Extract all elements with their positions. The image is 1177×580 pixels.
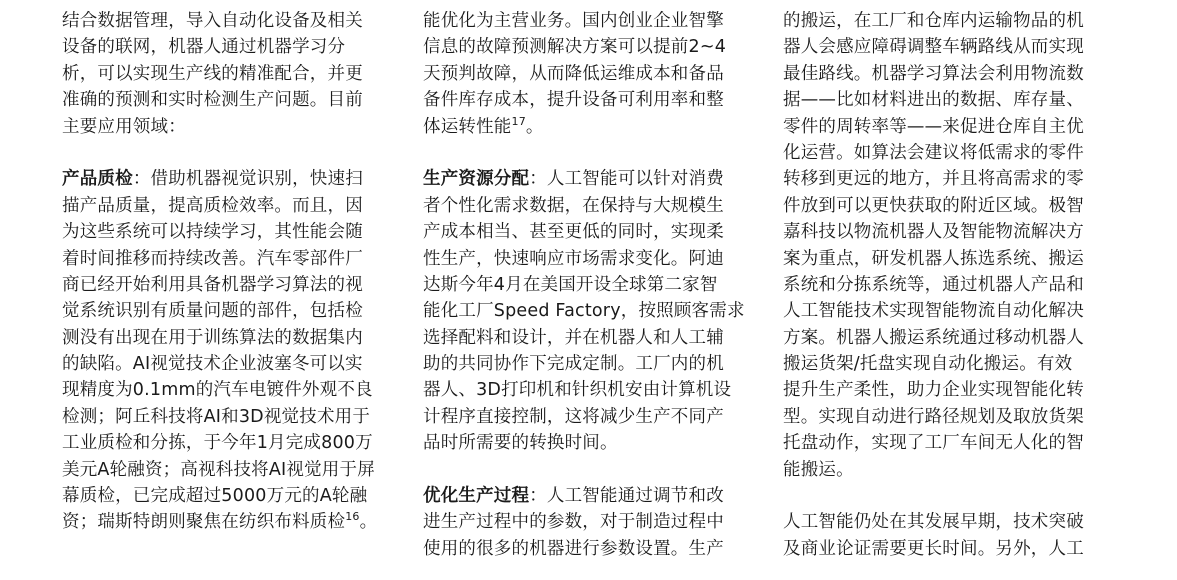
line-text: 觉系统识别有质量问题的部件，包括检 — [62, 301, 363, 322]
text-line — [62, 166, 392, 192]
line-text: 器人、3D打印机和针织机安由计算机设 — [423, 380, 732, 401]
line-text: 人工智能技术实现智能物流自动化解决 — [783, 301, 1084, 322]
section-heading: 产品质检 — [62, 169, 133, 190]
line-text: 件放到可以更快获取的附近区域。极智 — [783, 195, 1084, 216]
line-text: 零件的周转率等——来促进仓库自主优 — [783, 116, 1084, 137]
line-text: 进生产过程中的参数，对于制造过程中 — [423, 512, 724, 533]
text-line — [423, 325, 758, 351]
paragraph — [423, 8, 758, 140]
text-line — [783, 246, 1123, 272]
text-line — [423, 272, 758, 298]
line-text: 产成本相当、甚至更低的同时，实现柔 — [423, 222, 724, 243]
text-line — [783, 457, 1123, 483]
line-text: 工业质检和分拣，于今年1月完成800万 — [62, 433, 373, 454]
line-text: 的搬运，在工厂和仓库内运输物品的机 — [783, 11, 1084, 31]
line-text: 准确的预测和实时检测生产问题。目前 — [62, 90, 363, 111]
line-text: 品时所需要的转换时间。 — [423, 433, 618, 454]
text-line — [62, 377, 392, 403]
line-text: 提升生产柔性，助力企业实现智能化转 — [783, 380, 1084, 401]
text-line — [423, 536, 758, 562]
text-line — [62, 61, 392, 87]
line-text: 助的共同协作下完成定制。工厂内的机 — [423, 354, 724, 375]
text-line — [783, 430, 1123, 456]
text-line — [423, 298, 758, 324]
text-line — [783, 193, 1123, 219]
text-line — [62, 34, 392, 60]
text-line — [423, 246, 758, 272]
line-text-tail: 。 — [359, 512, 378, 533]
line-text: 幕质检，已完成超过5000万元的A轮融 — [62, 486, 368, 507]
paragraph — [423, 166, 758, 456]
line-text: 主要应用领域： — [62, 116, 186, 137]
line-text: 析，可以实现生产线的精准配合，并更 — [62, 63, 363, 84]
line-text: 天预判故障，从而降低运维成本和备品 — [423, 63, 724, 84]
line-text: 测没有出现在用于训练算法的数据集内 — [62, 327, 363, 348]
text-line — [62, 325, 392, 351]
text-line — [783, 298, 1123, 324]
text-column-2 — [423, 8, 758, 580]
text-line — [62, 351, 392, 377]
text-line — [783, 34, 1123, 60]
line-text: 方案。机器人搬运系统通过移动机器人 — [783, 327, 1084, 348]
line-text: 描产品质量，提高质检效率。而且，因 — [62, 195, 363, 216]
text-line — [783, 140, 1123, 166]
text-line — [62, 8, 392, 34]
text-line — [423, 404, 758, 430]
line-text: 嘉科技以物流机器人及智能物流解决方 — [783, 222, 1084, 243]
text-line — [423, 509, 758, 535]
text-line — [62, 404, 392, 430]
line-text: 能化工厂Speed Factory，按照顾客需求 — [423, 301, 745, 322]
text-line — [62, 509, 392, 535]
line-text: 型。实现自动进行路径规划及取放货架 — [783, 406, 1084, 427]
text-line — [783, 404, 1123, 430]
line-text: 为这些系统可以持续学习，其性能会随 — [62, 222, 363, 243]
paragraph — [62, 166, 392, 535]
line-text: 美元A轮融资；高视科技将AI视觉用于屏 — [62, 459, 375, 480]
line-text: 案为重点，研发机器人拣选系统、搬运 — [783, 248, 1084, 269]
section-heading: 生产资源分配 — [423, 169, 530, 190]
text-line — [423, 166, 758, 192]
line-text: ：人工智能可以针对消费 — [529, 169, 724, 190]
text-line — [62, 483, 392, 509]
paragraph — [423, 483, 758, 562]
line-text: 使用的很多的机器进行参数设置。生产 — [423, 538, 724, 559]
line-text: ：人工智能通过调节和改 — [529, 486, 724, 507]
text-line — [783, 325, 1123, 351]
text-line — [423, 61, 758, 87]
line-text: 选择配料和设计，并在机器人和人工辅 — [423, 327, 724, 348]
line-text: 及商业论证需要更长时间。另外，人工 — [783, 538, 1084, 559]
text-line — [783, 351, 1123, 377]
text-line — [783, 509, 1123, 535]
text-line — [783, 114, 1123, 140]
line-text: 备件库存成本，提升设备可利用率和整 — [423, 90, 724, 111]
text-line — [423, 351, 758, 377]
line-text: 器人会感应障碍调整车辆路线从而实现 — [783, 37, 1084, 58]
line-text: 商已经开始利用具备机器学习算法的视 — [62, 274, 363, 295]
text-line — [783, 219, 1123, 245]
text-line — [423, 34, 758, 60]
line-text: 现精度为0.1mm的汽车电镀件外观不良 — [62, 380, 373, 401]
line-text-tail: 。 — [525, 116, 544, 137]
text-line — [62, 298, 392, 324]
paragraph — [783, 8, 1123, 483]
line-text: 结合数据管理，导入自动化设备及相关 — [62, 11, 363, 31]
line-text: 转移到更远的地方，并且将高需求的零 — [783, 169, 1084, 190]
text-line — [783, 166, 1123, 192]
line-text: 体运转性能 — [423, 116, 512, 137]
text-line — [783, 87, 1123, 113]
text-line — [783, 536, 1123, 562]
text-line — [62, 457, 392, 483]
footnote-ref: 17 — [511, 114, 526, 128]
line-text: 托盘动作，实现了工厂车间无人化的智 — [783, 433, 1084, 454]
text-line — [783, 272, 1123, 298]
text-line — [423, 193, 758, 219]
line-text: 最佳路线。机器学习算法会利用物流数 — [783, 63, 1084, 84]
text-line — [423, 377, 758, 403]
line-text: 信息的故障预测解决方案可以提前2~4 — [423, 37, 727, 58]
text-line — [62, 246, 392, 272]
line-text: 据——比如材料进出的数据、库存量、 — [783, 90, 1084, 111]
text-line — [783, 61, 1123, 87]
line-text: 人工智能仍处在其发展早期，技术突破 — [783, 512, 1084, 533]
paragraph — [783, 509, 1123, 562]
text-line — [62, 87, 392, 113]
text-line — [423, 87, 758, 113]
line-text: 化运营。如算法会建议将低需求的零件 — [783, 142, 1084, 163]
line-text: 着时间推移而持续改善。汽车零部件厂 — [62, 248, 363, 269]
text-line — [783, 8, 1123, 34]
text-line — [423, 430, 758, 456]
section-heading: 优化生产过程 — [423, 486, 530, 507]
text-line — [423, 219, 758, 245]
text-line — [423, 114, 758, 140]
text-line — [783, 377, 1123, 403]
line-text: 者个性化需求数据，在保持与大规模生 — [423, 195, 724, 216]
line-text: 搬运货架/托盘实现自动化搬运。有效 — [783, 354, 1073, 375]
text-line — [62, 193, 392, 219]
line-text: 系统和分拣系统等，通过机器人产品和 — [783, 274, 1084, 295]
text-column-1 — [62, 8, 392, 562]
line-text: 能优化为主营业务。国内创业企业智擎 — [423, 11, 724, 31]
line-text: 检测；阿丘科技将AI和3D视觉技术用于 — [62, 406, 371, 427]
paragraph — [62, 8, 392, 140]
line-text: 达斯今年4月在美国开设全球第二家智 — [423, 274, 718, 295]
line-text: 能搬运。 — [783, 459, 854, 480]
text-line — [423, 8, 758, 34]
footnote-ref: 16 — [345, 510, 360, 524]
line-text: 计程序直接控制，这将减少生产不同产 — [423, 406, 724, 427]
text-line — [62, 114, 392, 140]
line-text: 性生产，快速响应市场需求变化。阿迪 — [423, 248, 724, 269]
text-line — [62, 272, 392, 298]
text-line — [62, 430, 392, 456]
line-text: 资；瑞斯特朗则聚焦在纺织布料质检 — [62, 512, 346, 533]
text-line — [62, 219, 392, 245]
line-text: 的缺陷。AI视觉技术企业波塞冬可以实 — [62, 354, 363, 375]
line-text: ：借助机器视觉识别，快速扫 — [132, 169, 363, 190]
text-line — [423, 483, 758, 509]
text-column-3 — [783, 8, 1123, 580]
line-text: 设备的联网，机器人通过机器学习分 — [62, 37, 346, 58]
